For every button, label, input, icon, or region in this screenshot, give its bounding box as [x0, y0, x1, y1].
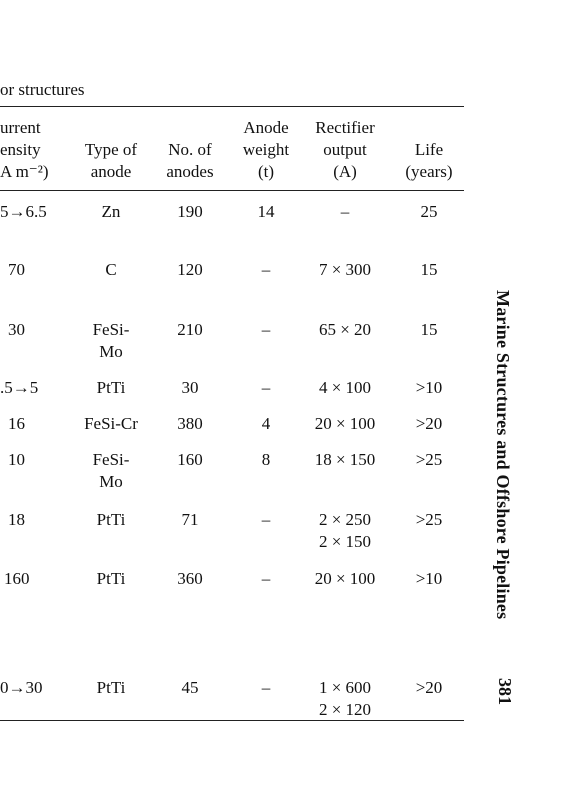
row-6-rect: 2 × 250 2 × 150 — [318, 510, 372, 551]
row-2-anode: FeSi- Mo — [92, 320, 130, 361]
header-anode-weight: Anode weight (t) — [242, 118, 290, 181]
row-8-weight: – — [261, 678, 271, 697]
row-3-life: >10 — [415, 378, 443, 397]
row-3-current: .5→5 — [0, 378, 39, 397]
row-0-anode: Zn — [101, 202, 121, 221]
row-2-current: 30 — [8, 320, 25, 339]
row-3-weight: – — [261, 378, 271, 397]
header-current-density: urrent ensity A m⁻²) — [0, 118, 49, 181]
header-anode-count: No. of anodes — [166, 140, 214, 181]
row-1-life: 15 — [420, 260, 438, 279]
row-5-life: >25 — [415, 450, 443, 469]
row-4-rect: 20 × 100 — [314, 414, 376, 433]
header-anode-type: Type of anode — [84, 140, 138, 181]
row-4-current: 16 — [8, 414, 25, 433]
row-7-life: >10 — [415, 569, 443, 588]
row-8-life: >20 — [415, 678, 443, 697]
row-2-num: 210 — [177, 320, 203, 339]
page-number: 381 — [495, 678, 515, 705]
row-6-current: 18 — [8, 510, 25, 529]
row-5-current: 10 — [8, 450, 25, 469]
row-8-anode: PtTi — [96, 678, 126, 697]
row-4-num: 380 — [177, 414, 203, 433]
row-8-num: 45 — [181, 678, 199, 697]
row-7-num: 360 — [177, 569, 203, 588]
row-5-rect: 18 × 150 — [314, 450, 376, 469]
row-6-num: 71 — [181, 510, 199, 529]
row-8-rect: 1 × 600 2 × 120 — [318, 678, 372, 719]
row-5-weight: 8 — [261, 450, 271, 469]
row-6-life: >25 — [415, 510, 443, 529]
header-rectifier-output: Rectifier output (A) — [315, 118, 375, 181]
row-2-life: 15 — [420, 320, 438, 339]
row-1-anode: C — [105, 260, 117, 279]
row-4-weight: 4 — [261, 414, 271, 433]
table-top-rule — [0, 106, 464, 107]
row-7-rect: 20 × 100 — [314, 569, 376, 588]
row-5-anode: FeSi- Mo — [92, 450, 130, 491]
row-1-num: 120 — [177, 260, 203, 279]
row-6-weight: – — [261, 510, 271, 529]
table-caption: or structures — [0, 80, 85, 99]
row-8-current: 0→30 — [0, 678, 43, 697]
row-7-current: 160 — [4, 569, 30, 588]
row-1-rect: 7 × 300 — [318, 260, 372, 279]
row-7-anode: PtTi — [96, 569, 126, 588]
row-0-weight: 14 — [257, 202, 275, 221]
table-bottom-rule — [0, 720, 464, 721]
header-life: Life (years) — [405, 140, 453, 181]
row-0-life: 25 — [420, 202, 438, 221]
row-7-weight: – — [261, 569, 271, 588]
table-header-rule — [0, 190, 464, 191]
row-2-weight: – — [261, 320, 271, 339]
row-1-current: 70 — [8, 260, 25, 279]
row-3-num: 30 — [181, 378, 199, 397]
row-4-life: >20 — [415, 414, 443, 433]
row-3-rect: 4 × 100 — [318, 378, 372, 397]
row-3-anode: PtTi — [96, 378, 126, 397]
row-6-anode: PtTi — [96, 510, 126, 529]
row-1-weight: – — [261, 260, 271, 279]
row-2-rect: 65 × 20 — [318, 320, 372, 339]
row-5-num: 160 — [177, 450, 203, 469]
row-4-anode: FeSi-Cr — [84, 414, 138, 433]
row-0-rect: – — [340, 202, 350, 221]
row-0-current: 5→6.5 — [0, 202, 47, 221]
row-0-num: 190 — [177, 202, 203, 221]
running-head-title: Marine Structures and Offshore Pipelines — [493, 290, 513, 620]
